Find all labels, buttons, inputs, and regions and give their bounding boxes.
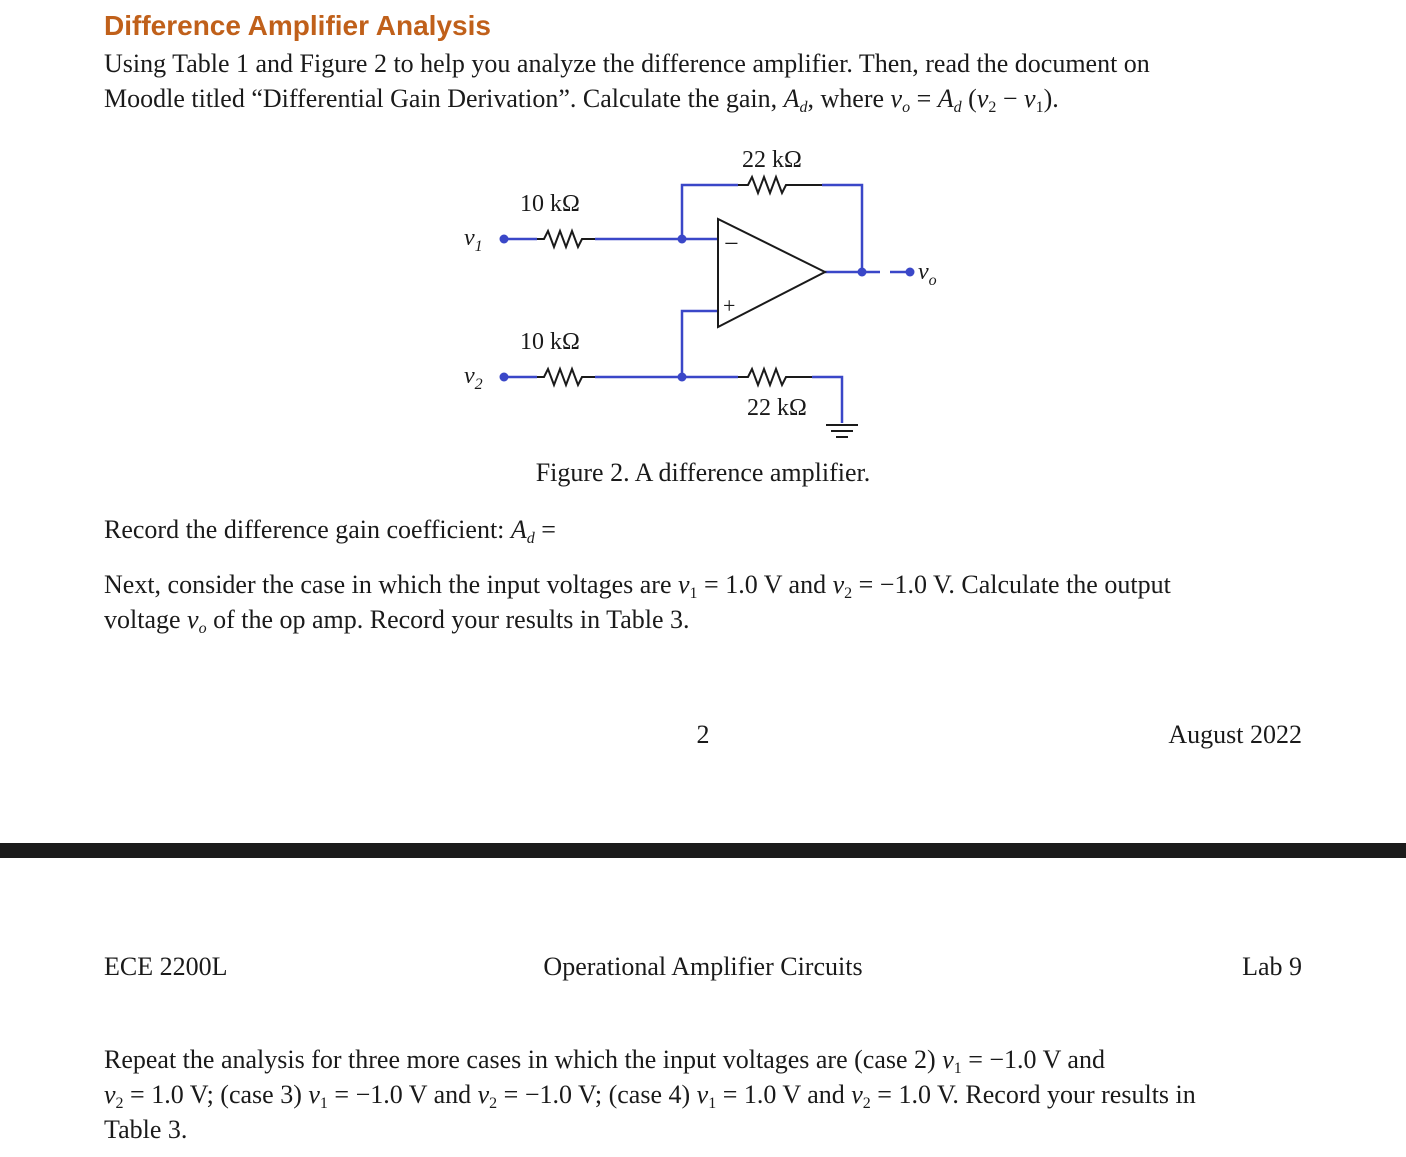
junction-noninverting — [678, 373, 687, 382]
op-amp-inverting-sign: − — [724, 229, 739, 258]
section-title: Difference Amplifier Analysis — [104, 10, 491, 41]
label-vo: $v_o$ — [918, 259, 937, 289]
repeat-paragraph: Repeat the analysis for three more cases in which the input voltages are (case 2) $v_1 = -1.0$ V and $v_2 = 1.0$ V; (case 3) $v_1 = -1.0$ V and $v_2 = -1.0$ V; (case 4) $v_1 = 1.0$ V and $v_2 = 1.0$ V. Record your results in Table 3. — [104, 1045, 1196, 1144]
v1-terminal — [500, 235, 509, 244]
ground-symbol — [826, 425, 858, 437]
resistor-rg — [738, 369, 812, 385]
resistor-rf — [738, 177, 822, 193]
resistor-r1 — [537, 231, 595, 247]
label-v2: $v_2$ — [464, 363, 483, 393]
op-amp — [718, 219, 825, 327]
label-r2: 10 kΩ — [520, 329, 580, 355]
header-course: ECE 2200L — [104, 952, 228, 981]
junction-output — [858, 268, 867, 277]
op-amp-noninverting-sign: + — [723, 293, 736, 318]
label-r-feedback: 22 kΩ — [742, 147, 802, 173]
page-number: 2 — [696, 720, 710, 749]
label-v1: $v_1$ — [464, 225, 483, 255]
label-r-ground: 22 kΩ — [747, 395, 807, 421]
junction-inverting — [678, 235, 687, 244]
record-gain-line: Record the difference gain coefficient: $A_d$ = — [104, 515, 556, 547]
figure-caption: Figure 2. A difference amplifier. — [535, 458, 871, 487]
intro-line-1: Using Table 1 and Figure 2 to help you analyze the difference amplifier. Then, read the document on — [104, 49, 1150, 78]
intro-paragraph: Using Table 1 and Figure 2 to help you analyze the difference amplifier. Then, read the document on Moodle titled “Differential Gain Derivation”. Calculate the gain, $A_d$, where $v_o = A_d$ $(v_2 - v_1)$. — [104, 49, 1150, 116]
page-break-divider — [0, 843, 1406, 858]
header-title: Operational Amplifier Circuits — [543, 952, 863, 981]
next-case-paragraph: Next, consider the case in which the input voltages are $v_1 = 1.0$ V and $v_2 = -1.0$ V. Calculate the output voltage $v_o$ of the op amp. Record your results in Table 3. — [104, 570, 1171, 637]
resistor-r2 — [537, 369, 595, 385]
footer-date: August 2022 — [1168, 720, 1302, 749]
header-lab: Lab 9 — [1242, 952, 1302, 981]
output-terminal — [890, 255, 950, 295]
label-r1: 10 kΩ — [520, 191, 580, 217]
difference-amplifier-schematic — [440, 135, 880, 445]
circuit-wires — [504, 185, 880, 423]
v2-terminal — [500, 373, 509, 382]
